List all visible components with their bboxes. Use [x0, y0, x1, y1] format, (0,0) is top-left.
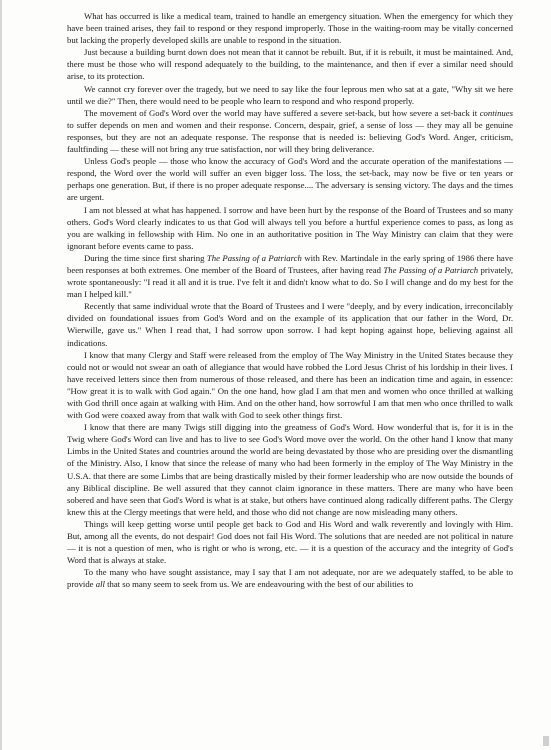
body-paragraph: [67, 107, 513, 155]
body-paragraph: [67, 252, 513, 300]
text-run: We cannot cry forever over the tragedy, but we need to say like the four leprous men who sat at a gate, "Why sit we here until we die?" Then, there would need to be people who learn to respond and who respond properly.: [67, 83, 513, 106]
body-paragraph: [67, 421, 513, 518]
body-paragraph: [67, 300, 513, 348]
text-run: that so many seem to seek from us. We are endeavouring with the best of our abilities to: [104, 579, 414, 590]
scan-edge-mark: [543, 736, 549, 746]
body-paragraph: [67, 518, 513, 566]
italic-text-run: The Passing of a Patriarch: [206, 252, 302, 263]
body-paragraph: [67, 349, 513, 422]
text-run: with Rev. Martindale in the early spring of 1986 there have been responses at both extremes. One member of the Board of Trustees, after having read: [67, 252, 513, 275]
text-run: I am not blessed at what has happened. I sorrow and have been hurt by the response of the Board of Trustees and so many others. God's Word clearly indicates to us that God will always tell you before a hurtful experience comes to pass, as long as you are walking in fellowship with Him. No one in an authoritative position in The Way Ministry can claim that they were ignorant before events came to pass.: [67, 204, 513, 251]
body-paragraph: [67, 83, 513, 107]
text-run: Recently that same individual wrote that the Board of Trustees and I were "deeply, and by every indication, irreconcilably divided on foundational issues from God's Word and on the example of its application that our father in the Word, Dr. Wierwille, gave us." When I read that, I had sorrow upon sorrow. I had kept hoping against hope, believing against all indications.: [67, 301, 513, 348]
body-paragraph: [67, 10, 513, 46]
text-run: I know that there are many Twigs still digging into the greatness of God's Word. How wonderful that is, for it is in the Twig where God's Word can live and has to live to see God's Word move over the world. On the other hand I know that many Limbs in the United States and countries around the world are being devastated by those who are presiding over the dismantling of the Ministry. Also, I know that since the release of many who had been formerly in the employ of The Way Ministry in the U.S.A. that there are some Limbs that are being drastically misled by their former leadership who are now outside the bounds of any Biblical discipline. Be well assured that they cannot claim ignorance in these matters. There are many who have been sobered and have seen that God's Word is what is at stake, but others have continued along radically different paths. The Clergy knew this at the Clergy meetings that were held, and those who did not change are now misleading many others.: [67, 422, 513, 517]
text-run: Things will keep getting worse until people get back to God and His Word and walk reverently and lovingly with Him. But, among all the events, do not despair! God does not fail His Word. The solutions that are needed are not political in nature — it is not a question of men, who is right or who is wrong, etc. — it is a question of the accuracy and the integrity of God's Word that is always at stake.: [67, 518, 513, 566]
text-run: to suffer depends on men and women and their response. Concern, despair, grief, a sense of loss — they may all be genuine responses, but they are not an adequate response. The response that is needed is: believing God's Word. Anger, criticism, faultfinding — these will not bring any true satisfaction, nor will they bring deliverance.: [67, 119, 513, 155]
text-run: During the time since first sharing: [84, 252, 207, 263]
italic-text-run: all: [95, 579, 105, 590]
italic-text-run: The Passing of a Patriarch: [383, 264, 479, 275]
document-body: [67, 10, 513, 591]
text-run: The movement of God's Word over the world may have suffered a severe set-back, but how severe a set-back it: [84, 107, 480, 118]
text-run: To the many who have sought assistance, may I say that I am not adequate, nor are we adequately staffed, to be able to provide: [67, 567, 513, 590]
body-paragraph: [67, 155, 513, 203]
italic-text-run: continues: [479, 107, 513, 118]
body-paragraph: [67, 566, 513, 590]
text-run: Unless God's people — those who know the accuracy of God's Word and the accurate operation of the manifestations — respond, the Word over the world will suffer an even bigger loss. The loss, the set-back, may now be five or ten years or perhaps one generation. But, if there is no proper adequate response.... The adversary is sensing victory. The days and the times are urgent.: [67, 156, 513, 203]
body-paragraph: [67, 204, 513, 252]
text-run: Just because a building burnt down does not mean that it cannot be rebuilt. But, if it is rebuilt, it must be maintained. And, there must be those who will respond adequately to the building, to the maintenance, and then if ever a similar need should arise, to its protection.: [67, 47, 513, 82]
text-run: I know that many Clergy and Staff were released from the employ of The Way Ministry in the United States because they could not or would not swear an oath of allegiance that would have robbed the Lord Jesus Christ of his lordship in their lives. I have received letters since then from numerous of those released, and there has been an indication time and again, in essence: "How great it is to walk with God again." On the one hand, how glad I am that men and women who once thrilled at walking with God thrill once again at walking with Him. And on the other hand, how sorrowful I am that men who once thrilled to walk with God were coaxed away from that walk with God to seek other things first.: [67, 349, 513, 421]
body-paragraph: [67, 46, 513, 82]
text-run: What has occurred is like a medical team, trained to handle an emergency situation. When the emergency for which they have been trained arises, they fail to respond or they respond improperly. Those in the waiting-room may be vitally concerned but lacking the properly developed skills are unable to respond in the situation.: [67, 11, 513, 46]
text-run: privately, wrote spontaneously: "I read it all and it is true. I've felt it and didn't know what to do. So I will change and do my best for the man I helped kill.": [67, 264, 514, 300]
